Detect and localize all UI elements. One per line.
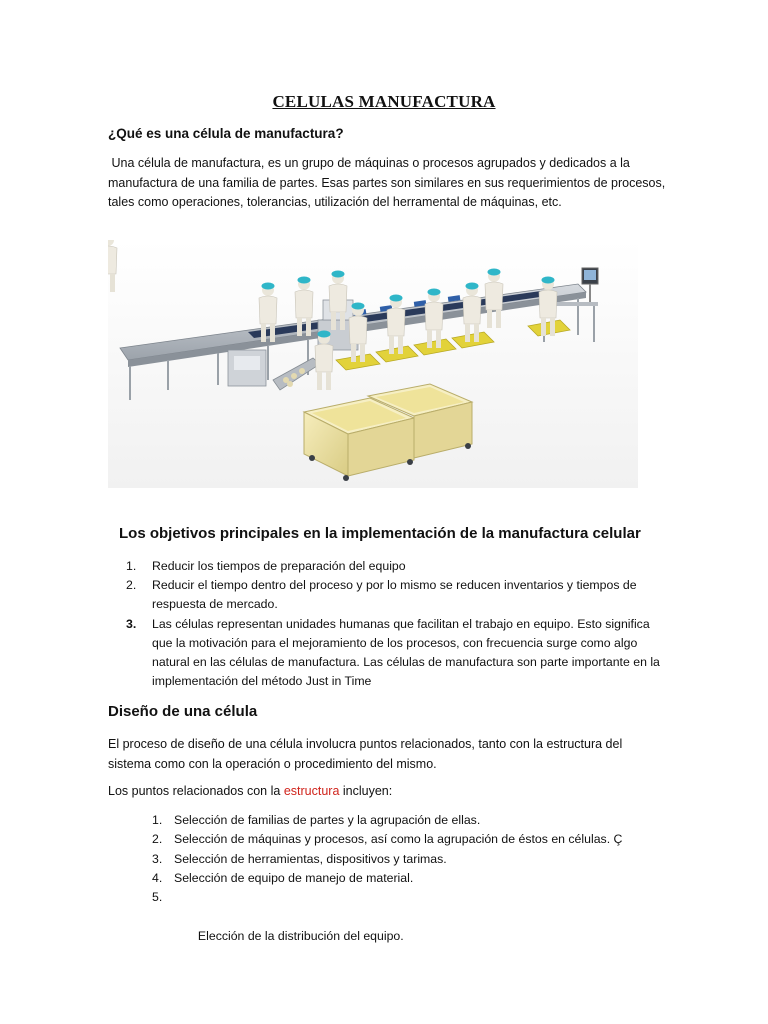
list-item-text: Las células representan unidades humanas que facilitan el trabajo en equipo. Esto significa que la motivación para el mejoramiento de los procesos, con frecuencia surge como algo natural en las células de manufactura. Las células de manufactura son parte importante en la implementación del método Just in Time — [152, 616, 660, 689]
structure-highlight: estructura — [283, 784, 340, 798]
page-title: CELULAS MANUFACTURA — [272, 92, 496, 111]
intro-paragraph: Una célula de manufactura, es un grupo de máquinas o procesos agrupados y dedicados a la manufactura de una familia de partes. Esas partes son similares en sus requerimientos de procesos, tales como operaciones, tolerancias, utilización del herramental de máquinas, etc. — [108, 156, 669, 209]
objectives-list — [126, 557, 666, 691]
list-item-text: Selección de máquinas y procesos, así como la agrupación de éstos en células. Ç — [174, 832, 623, 847]
list-item — [152, 869, 672, 888]
list-item-text: Elección de la distribución del equipo. — [194, 928, 404, 943]
structure-intro — [108, 782, 668, 802]
list-item-number: 3. — [126, 616, 137, 631]
design-paragraph: El proceso de diseño de una célula involucra puntos relacionados, tanto con la estructura del sistema como con la operación o procedimiento del mismo. — [108, 737, 623, 771]
list-item-number: 2. — [152, 832, 163, 847]
list-item-text: Reducir los tiempos de preparación del equipo — [152, 559, 406, 573]
list-item-number: 1. — [152, 813, 163, 827]
list-item — [126, 557, 666, 576]
list-item-number: 3. — [152, 851, 163, 866]
design-heading: Diseño de una célula — [108, 703, 258, 720]
manufacturing-cell-illustration-icon — [108, 240, 638, 488]
list-item-text: Selección de familias de partes y la agrupación de ellas. — [174, 813, 481, 827]
objectives-heading: Los objetivos principales en la implementación de la manufactura celular — [119, 525, 641, 542]
list-item-number: 2. — [126, 578, 137, 593]
question-heading: ¿Qué es una célula de manufactura? — [108, 126, 344, 141]
list-item — [152, 830, 672, 849]
list-item-number: 4. — [152, 870, 163, 885]
list-item — [152, 888, 672, 965]
list-item-number: 5. — [152, 890, 163, 905]
structure-intro-before: Los puntos relacionados con la — [108, 784, 284, 798]
structure-points-list — [152, 811, 672, 965]
list-item — [126, 576, 666, 614]
list-item-text: Selección de herramientas, dispositivos y tarimas. — [174, 851, 447, 866]
list-item-number: 1. — [126, 559, 137, 573]
list-item — [152, 850, 672, 869]
list-item — [152, 811, 672, 830]
list-item-text: Reducir el tiempo dentro del proceso y por lo mismo se reducen inventarios y tiempos de respuesta de mercado. — [152, 578, 637, 612]
list-item — [126, 615, 666, 692]
structure-intro-after: incluyen: — [339, 784, 393, 798]
list-item-text: Selección de equipo de manejo de material. — [174, 870, 414, 885]
